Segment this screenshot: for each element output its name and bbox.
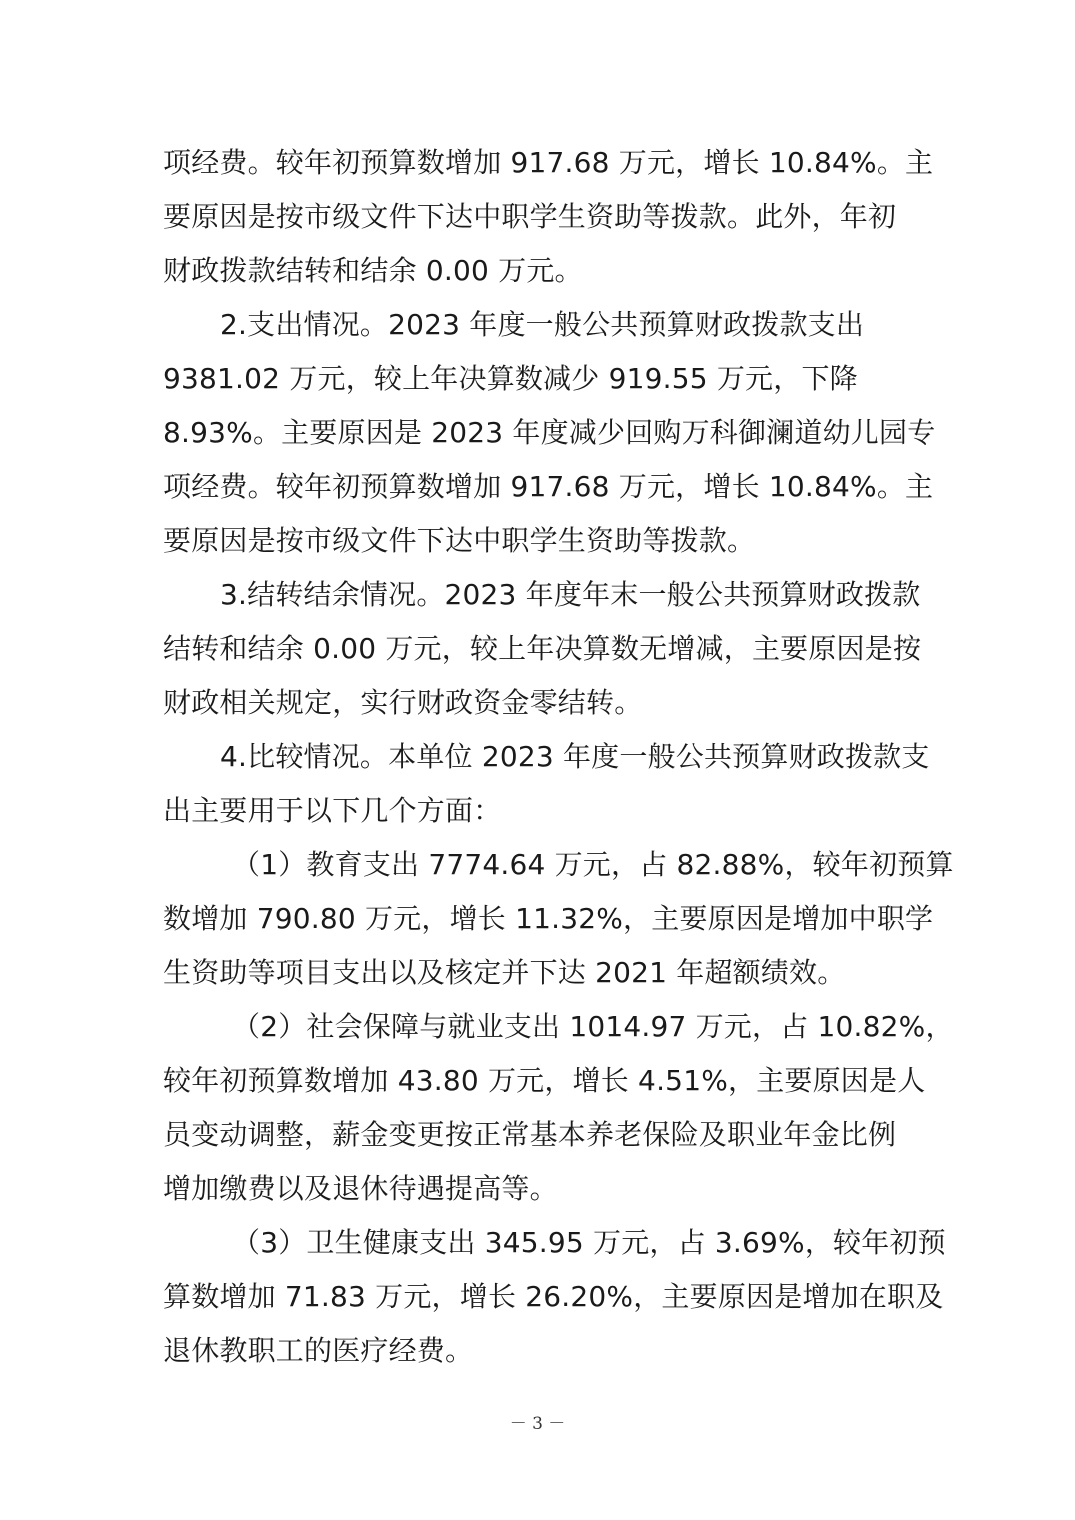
paragraph-line: 要原因是按市级文件下达中职学生资助等拨款。此外，年初 [163,200,897,233]
paragraph-line: 4.比较情况。本单位 2023 年度一般公共预算财政拨款支 [220,740,930,773]
paragraph-line: （2）社会保障与就业支出 1014.97 万元，占 10.82%， [232,1010,954,1043]
paragraph-line: 结转和结余 0.00 万元，较上年决算数无增减，主要原因是按 [163,632,922,665]
paragraph-line: 2.支出情况。2023 年度一般公共预算财政拨款支出 [220,308,865,341]
paragraph-line: 财政相关规定，实行财政资金零结转。 [163,686,643,719]
paragraph-line: 项经费。较年初预算数增加 917.68 万元，增长 10.84%。主 [163,146,934,179]
page-number: － 3 － [509,1414,566,1434]
paragraph-line: 数增加 790.80 万元，增长 11.32%，主要原因是增加中职学 [163,902,934,935]
paragraph-line: 增加缴费以及退休待遇提高等。 [163,1172,558,1205]
paragraph-line: 退休教职工的医疗经费。 [163,1334,474,1367]
paragraph-line: 3.结转结余情况。2023 年度年末一般公共预算财政拨款 [220,578,921,611]
paragraph-line: （3）卫生健康支出 345.95 万元，占 3.69%，较年初预 [232,1226,946,1259]
paragraph-line: 项经费。较年初预算数增加 917.68 万元，增长 10.84%。主 [163,470,934,503]
paragraph-line: 要原因是按市级文件下达中职学生资助等拨款。 [163,524,756,557]
paragraph-line: 9381.02 万元，较上年决算数减少 919.55 万元，下降 [163,362,858,395]
paragraph-line: 8.93%。主要原因是 2023 年度减少回购万科御澜道幼儿园专 [163,416,936,449]
paragraph-line: 员变动调整，薪金变更按正常基本养老保险及职业年金比例 [163,1118,897,1151]
paragraph-line: （1）教育支出 7774.64 万元，占 82.88%，较年初预算 [232,848,954,881]
paragraph-line: 财政拨款结转和结余 0.00 万元。 [163,254,583,287]
paragraph-line: 出主要用于以下几个方面： [163,794,502,827]
paragraph-line: 生资助等项目支出以及核定并下达 2021 年超额绩效。 [163,956,846,989]
paragraph-line: 算数增加 71.83 万元，增长 26.20%，主要原因是增加在职及 [163,1280,944,1313]
paragraph-line: 较年初预算数增加 43.80 万元，增长 4.51%，主要原因是人 [163,1064,926,1097]
